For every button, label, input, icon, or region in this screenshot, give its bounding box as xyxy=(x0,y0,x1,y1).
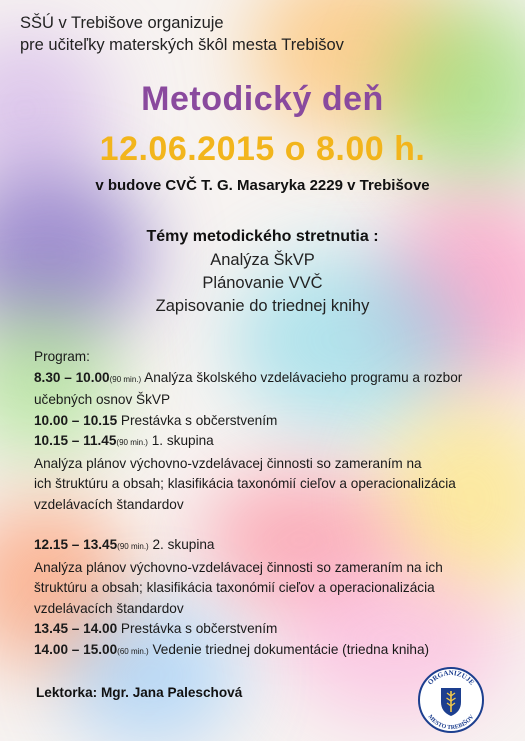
program-time: 12.15 – 13.45 xyxy=(34,537,118,552)
program-text: Analýza školského vzdelávacieho programu a rozbor xyxy=(141,369,463,385)
program-text-line: Analýza plánov výchovno-vzdelávacej činnosti so zameraním na ich xyxy=(34,559,443,575)
topics-list xyxy=(0,249,525,318)
program-text-line: vzdelávacích štandardov xyxy=(34,600,184,616)
intro-text xyxy=(20,12,344,56)
program-text-line: učebných osnov ŠkVP xyxy=(34,392,171,407)
program-section xyxy=(34,347,504,662)
event-venue: v budove CVČ T. G. Masaryka 2229 v Trebišove xyxy=(95,177,430,194)
program-text: Prestávka s občerstvením xyxy=(117,412,278,428)
topic-item: Analýza ŠkVP xyxy=(210,251,315,269)
program-label: Program: xyxy=(34,349,90,364)
intro-line: pre učiteľky materských škôl mesta Trebišov xyxy=(20,36,344,54)
trebisov-seal-icon xyxy=(417,666,485,734)
program-time: 13.45 – 14.00 xyxy=(34,621,118,636)
program-text: Vedenie triednej dokumentácie (triedna kniha) xyxy=(148,641,430,657)
intro-line: SŠÚ v Trebišove organizuje xyxy=(20,14,224,32)
program-time: 14.00 – 15.00 xyxy=(34,641,118,657)
program-duration: (90 min.) xyxy=(117,542,149,551)
program-spacer xyxy=(34,515,504,535)
program-duration: (60 min.) xyxy=(117,646,149,656)
program-time: 10.00 – 10.15 xyxy=(34,412,118,428)
program-item xyxy=(34,640,504,663)
seal-bottom-text: MESTO TREBIŠOV xyxy=(426,714,476,732)
program-time: 10.15 – 11.45 xyxy=(34,433,117,448)
program-time: 8.30 – 10.00 xyxy=(34,369,110,385)
program-text-line: štruktúru a obsah; klasifikácia taxonómií cieľov a operacionalizácia xyxy=(34,580,435,595)
program-text: Prestávka s občerstvením xyxy=(117,621,278,636)
seal-top-text: ORGANIZUJE xyxy=(426,668,476,687)
topic-item: Plánovanie VVČ xyxy=(202,274,323,292)
event-datetime: 12.06.2015 o 8.00 h. xyxy=(99,130,426,168)
event-title: Metodický deň xyxy=(141,80,384,118)
program-duration: (90 min.) xyxy=(109,374,142,384)
program-duration: (90 min.) xyxy=(116,438,148,447)
program-item xyxy=(34,368,504,391)
topics-heading: Témy metodického stretnutia : xyxy=(146,228,379,245)
program-group: 2. skupina xyxy=(148,537,215,552)
lector: Lektorka: Mgr. Jana Paleschová xyxy=(36,685,243,700)
program-text-line: vzdelávacích štandardov xyxy=(34,496,184,512)
program-item xyxy=(34,535,504,558)
program-text-line: Analýza plánov výchovno-vzdelávacej činnosti so zameraním na xyxy=(34,455,422,471)
program-text-line: ich štruktúru a obsah; klasifikácia taxonómií cieľov a operacionalizácia xyxy=(34,476,456,491)
program-group: 1. skupina xyxy=(147,433,214,448)
program-item xyxy=(34,619,504,640)
program-item xyxy=(34,411,504,432)
program-item xyxy=(34,431,504,454)
topic-item: Zapisovanie do triednej knihy xyxy=(155,297,370,315)
